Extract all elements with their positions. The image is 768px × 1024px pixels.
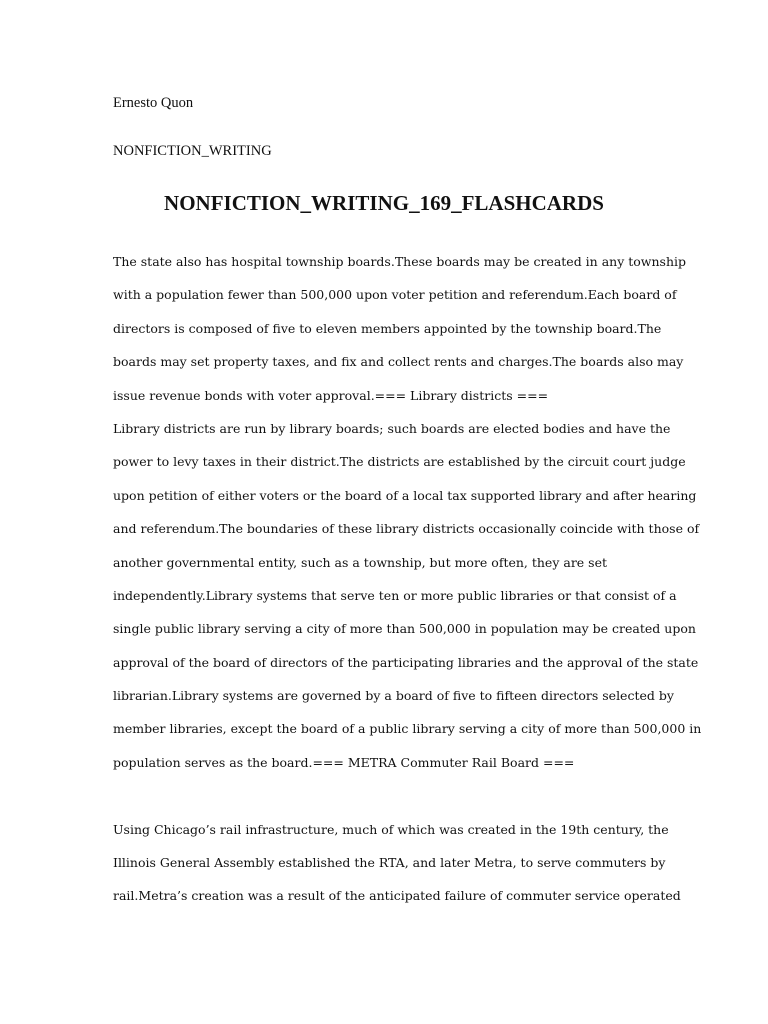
body-line: another governmental entity, such as a township, but more often, they are set [113, 554, 608, 570]
body-line: and referendum.The boundaries of these library districts occasionally coincide with those of [113, 521, 700, 537]
body-line: boards may set property taxes, and fix and collect rents and charges.The boards also may [113, 354, 684, 370]
body-line: directors is composed of five to eleven members appointed by the township board.The [113, 320, 662, 336]
blank-line [113, 787, 673, 820]
body-line: power to levy taxes in their district.The districts are established by the circuit court judge [113, 454, 686, 470]
body-line: population serves as the board.=== METRA Commuter Rail Board === [113, 754, 575, 770]
body-line: independently.Library systems that serve ten or more public libraries or that consist of a [113, 587, 677, 603]
document-title: NONFICTION_WRITING_169_FLASHCARDS [164, 191, 604, 215]
author-name: Ernesto Quon [113, 95, 194, 111]
body-line: single public library serving a city of more than 500,000 in population may be created upon [113, 621, 696, 637]
body-line: Illinois General Assembly established the RTA, and later Metra, to serve commuters by [113, 855, 666, 871]
body-line: with a population fewer than 500,000 upon voter petition and referendum.Each board of [113, 287, 677, 303]
body-line: issue revenue bonds with voter approval.=== Library districts === [113, 387, 549, 403]
body-line: approval of the board of directors of the participating libraries and the approval of the state [113, 654, 699, 670]
body-line: librarian.Library systems are governed by a board of five to fifteen directors selected by [113, 688, 674, 704]
body-line: Using Chicago’s rail infrastructure, much of which was created in the 19th century, the [113, 821, 669, 837]
body-line: rail.Metra’s creation was a result of the anticipated failure of commuter service operated [113, 888, 681, 904]
document-body [113, 253, 702, 921]
body-line: member libraries, except the board of a public library serving a city of more than 500,000 in [113, 721, 702, 737]
body-line: upon petition of either voters or the board of a local tax supported library and after hearing [113, 487, 697, 503]
body-line: The state also has hospital township boards.These boards may be created in any township [113, 254, 686, 269]
document-category: NONFICTION_WRITING [113, 143, 272, 159]
body-line: Library districts are run by library boards; such boards are elected bodies and have the [113, 420, 671, 436]
